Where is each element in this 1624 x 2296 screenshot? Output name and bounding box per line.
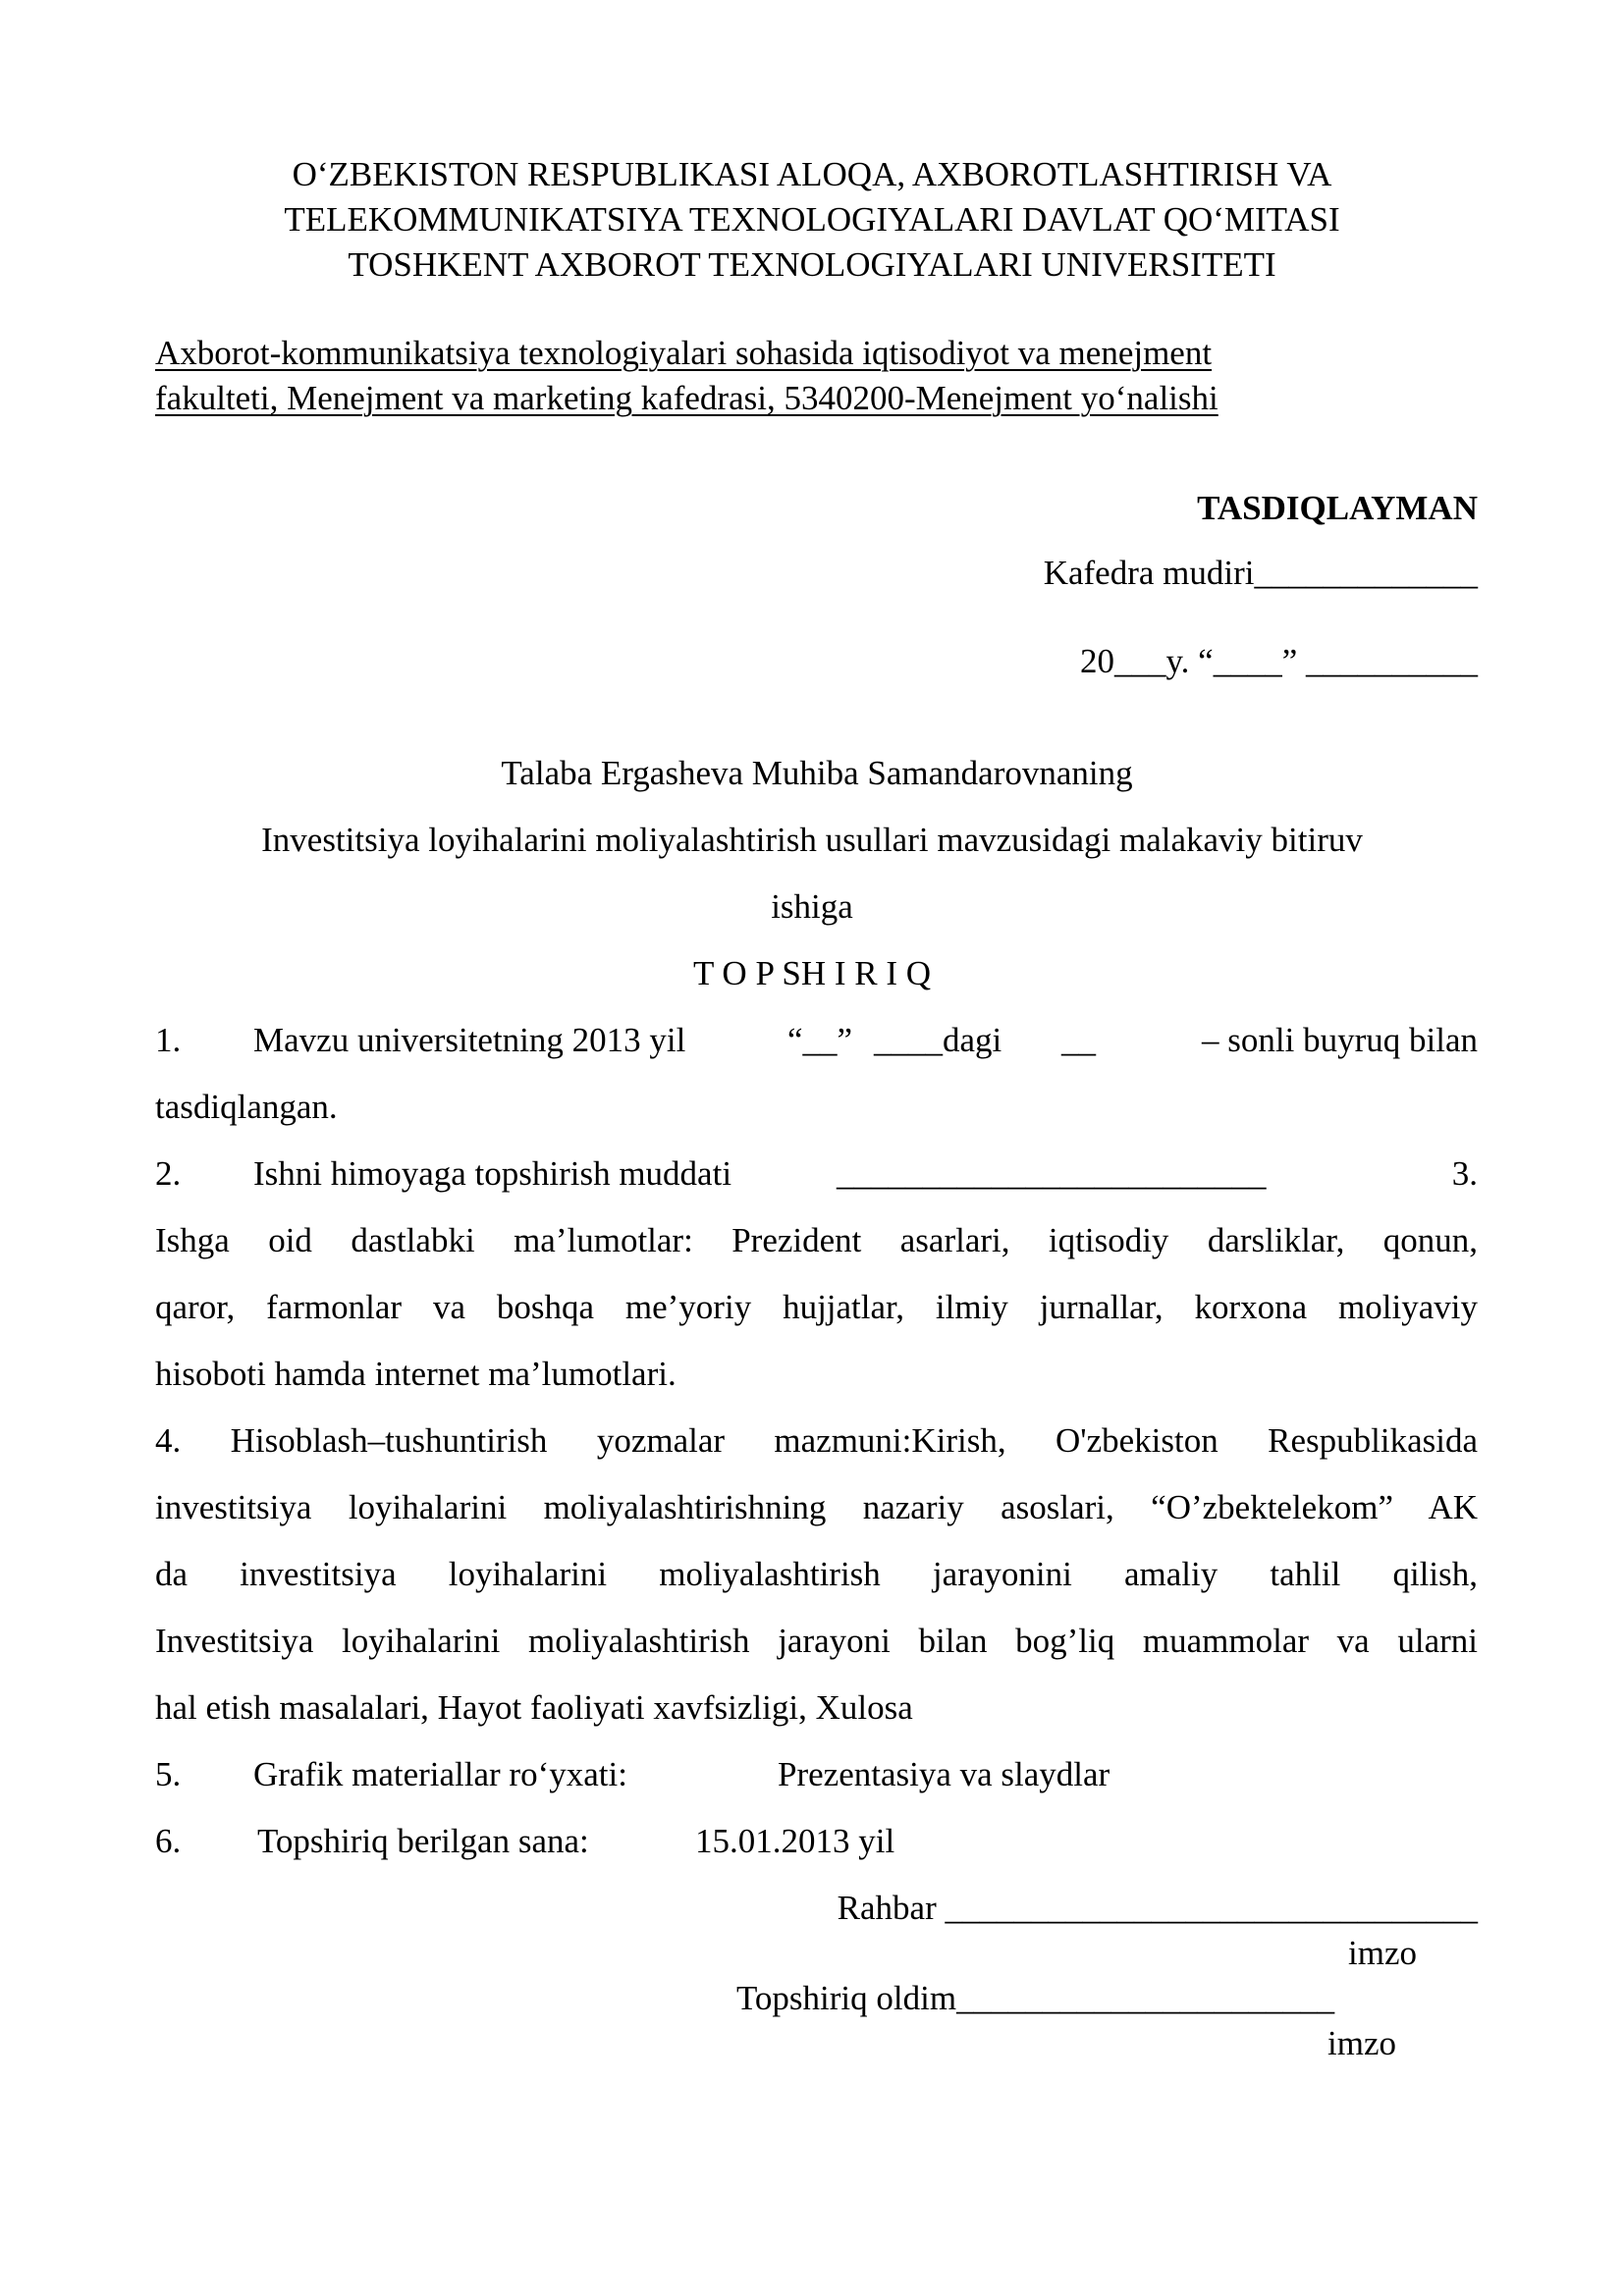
item6-number: 6. [155,1822,182,1860]
topic-line2: ishiga [771,887,853,926]
item3-line3: hisoboti hamda internet ma’lumotlari. [155,1355,677,1393]
item4-line5: hal etish masalalari, Hayot faoliyati xavfsizligi, Xulosa [155,1688,913,1727]
faculty-line2: fakulteti, Menejment va marketing kafedrasi, 5340200-Menejment yo‘nalishi [155,379,1218,417]
item4-line1 [155,1421,1478,1461]
item2-deadline-blank: _________________________ [837,1154,1267,1193]
approval-title: TASDIQLAYMAN [1197,489,1478,527]
topic-line1: Investitsiya loyihalarini moliyalashtirish usullari mavzusidagi malakaviy bitiruv [261,821,1363,859]
item2-label: Ishni himoyaga topshirish muddati [253,1154,732,1193]
item3-number: 3. [1451,1154,1478,1193]
item4-line4-text: Investitsiya loyihalarini moliyalashtirish jarayoni bilan bog’liq muammolar va ularni [155,1622,1478,1660]
item1-number: 1. [155,1021,182,1059]
supervisor-sign-caption: imzo [1348,1934,1417,1972]
item5-number: 5. [155,1755,182,1793]
item3-line1-text: Ishga oid dastlabki ma’lumotlar: Prezident asarlari, iqtisodiy darsliklar, qonun, [155,1221,1478,1259]
university-title: TOSHKENT AXBOROT TEXNOLOGIYALARI UNIVERSITETI [348,245,1276,284]
department-head-line: Kafedra mudiri_____________ [1043,554,1478,592]
item3-line1 [155,1221,1478,1260]
item5-value: Prezentasiya va slaydlar [778,1755,1110,1793]
item3-line2 [155,1288,1478,1327]
ministry-title-line1: O‘ZBEKISTON RESPUBLIKASI ALOQA, AXBOROTLASHTIRISH VA [292,155,1332,193]
item4-line2 [155,1488,1478,1527]
item1-text-end: – sonli buyruq bilan [1202,1021,1478,1059]
faculty-line1: Axborot-kommunikatsiya texnologiyalari sohasida iqtisodiyot va menejment [155,334,1213,372]
item4-line1-text: 4. Hisoblash–tushuntirish yozmalar mazmuni:Kirish, O'zbekiston Respublikasida [155,1421,1478,1460]
item5-label: Grafik materiallar ro‘yxati: [253,1755,627,1793]
student-name: Talaba Ergasheva Muhiba Samandarovnaning [501,754,1133,792]
item6-value: 15.01.2013 yil [695,1822,895,1860]
task-title: T O P SH I R I Q [692,954,932,992]
item1-month-blank: ____dagi [874,1021,1002,1059]
ministry-title-line2: TELEKOMMUNIKATSIYA TEXNOLOGIYALARI DAVLAT QO‘MITASI [284,200,1340,239]
item1-day-blank: “__” [787,1021,853,1059]
supervisor-signature-line: Rahbar _______________________________ [837,1889,1478,1927]
item6-label: Topshiriq berilgan sana: [257,1822,589,1860]
item1-text: Mavzu universitetning 2013 yil [253,1021,686,1059]
approval-date-line: 20___y. “____” __________ [1079,642,1478,680]
received-signature-line: Topshiriq oldim______________________ [736,1979,1335,2017]
item4-line2-text: investitsiya loyihalarini moliyalashtirishning nazariy asoslari, “O’zbektelekom” AK [155,1488,1478,1526]
item4-line3 [155,1555,1478,1594]
item4-line3-text: da investitsiya loyihalarini moliyalashtirish jarayonini amaliy tahlil qilish, [155,1555,1478,1593]
item4-line4 [155,1622,1478,1661]
item2-number: 2. [155,1154,182,1193]
item3-line2-text: qaror, farmonlar va boshqa me’yoriy hujjatlar, ilmiy jurnallar, korxona moliyaviy [155,1288,1478,1326]
student-sign-caption: imzo [1327,2024,1396,2062]
item1-continuation: tasdiqlangan. [155,1088,338,1126]
item1-number-blank: __ [1061,1021,1096,1059]
